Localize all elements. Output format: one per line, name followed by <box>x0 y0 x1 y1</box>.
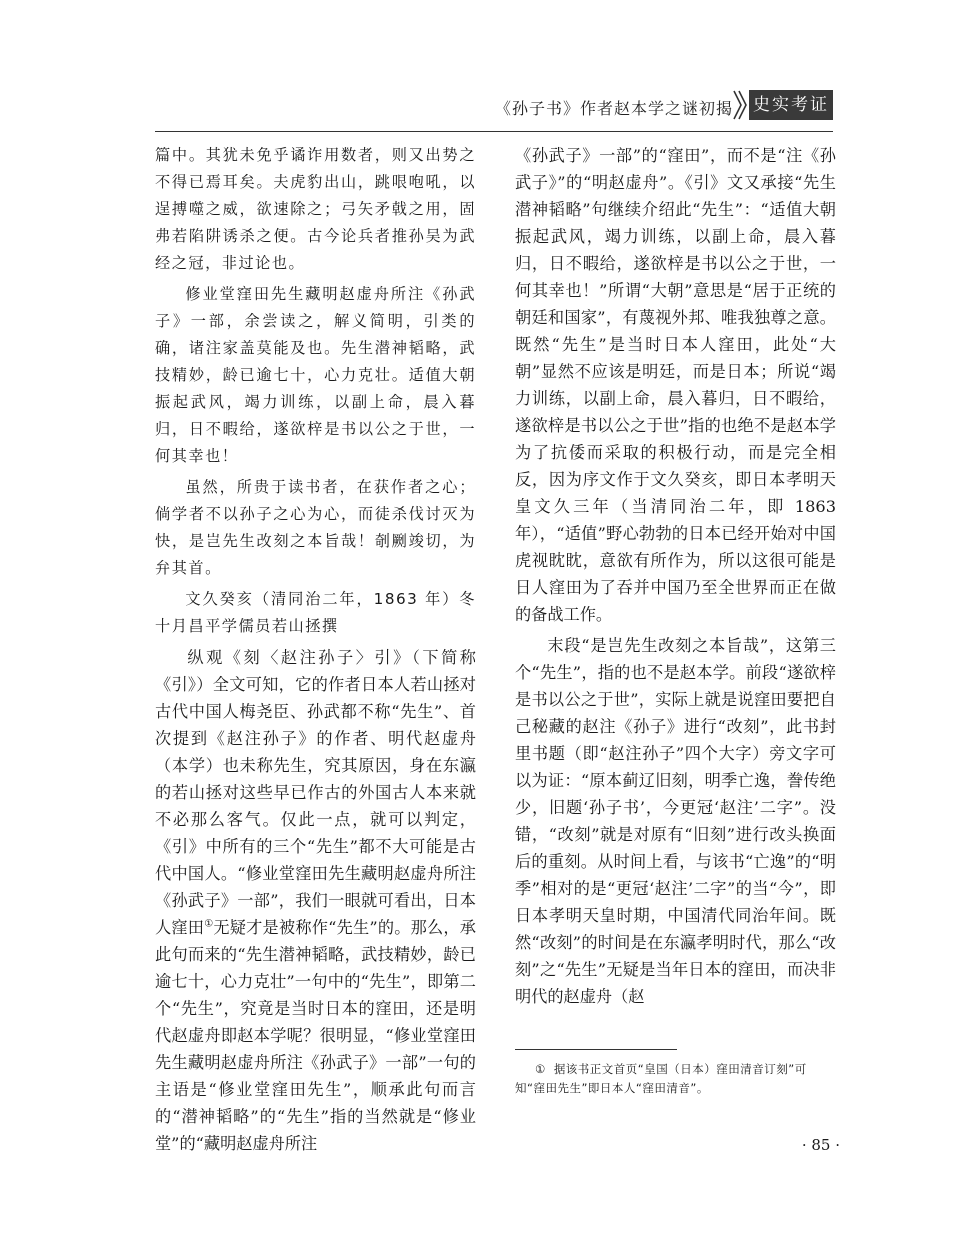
body-paragraph-last: 末段“是岂先生改刻之本旨哉”，这第三个“先生”，指的也不是赵本学。前段“遂欲梓是书以公之于世”，实际上就是说窪田要把自己秘藏的赵注《孙子》进行“改刻”，此书封里书题（即“赵注孙子”四个大字）旁文字可以为证：“原本蓟辽旧刻，明季亡逸，誊传绝少，旧题‘孙子书’，今更冠‘赵注’二字”。没错，“改刻”就是对原有“旧刻”进行改头换面后的重刻。从时间上看，与该书“亡逸”的“明季”相对的是“更冠‘赵注’二字”的当“今”，即日本孝明天皇时期，中国清代同治年间。既然“改刻”的时间是在东瀛孝明时代，那么“改刻”之“先生”无疑是当年日本的窪田，而决非明代的赵虚舟（赵 <box>515 636 836 1006</box>
left-column <box>155 142 476 1161</box>
right-column <box>515 142 836 1014</box>
running-header <box>155 86 833 132</box>
chevron-right-icon <box>733 90 747 120</box>
footnote-number: ① <box>535 1062 546 1076</box>
body-paragraph <box>155 644 476 1157</box>
footnote <box>515 1060 836 1098</box>
header-rule <box>155 131 833 132</box>
section-label: 史实考证 <box>749 90 833 120</box>
quote-paragraph-3: 虽然，所贵于读书者，在获作者之心；倘学者不以孙子之心为心，而徒杀伐讨灭为快，是岂先生改刻之本旨哉！剞劂竣切，为弁其首。 <box>155 478 476 577</box>
body-text-part-1: 纵观《刻〈赵注孙子〉引》（下简称《引》）全文可知，它的作者日本人若山拯对古代中国人梅尧臣、孙武都不称“先生”、首次提到《赵注孙子》的作者、明代赵虚舟（本学）也未称先生，究其原因，身在东瀛的若山拯对这些早已作古的外国古人本来就不必那么客气。仅此一点，就可以判定，《引》中所有的三个“先生”都不大可能是古代中国人。“修业堂窪田先生藏明赵虚舟所注《孙武子》一部”，我们一眼就可看出，日本人窪田 <box>155 648 476 937</box>
body-paragraph-continued: 《孙武子》一部”的“窪田”，而不是“注《孙武子》”的“明赵虚舟”。《引》文又承接“先生潜神韬略”句继续介绍此“先生”：“适值大朝振起武风，竭力训练，以副上命，晨入暮归，日不暇给，遂欲梓是书以公之于世，一何其幸也！”所谓“大朝”意思是“居于正统的朝廷和国家”，有蔑视外邦、唯我独尊之意。既然“先生”是当时日本人窪田，此处“大朝”显然不应该是明廷，而是日本；所说“竭力训练，以副上命，晨入暮归，日不暇给，遂欲梓是书以公之于世”指的也绝不是赵本学为了抗倭而采取的积极行动，而是完全相反，因为序文作于文久癸亥，即日本孝明天皇文久三年（当清同治二年，即 1863 年），“适值”野心勃勃的日本已经开始对中国虎视眈眈，意欲有所作为，所以这很可能是日人窪田为了吞并中国乃至全世界而正在做的备战工作。 <box>515 146 836 624</box>
body-text-part-2: 无疑才是被称作“先生”的。那么，承此句而来的“先生潜神韬略，武技精妙，龄已逾七十，心力克壮”一句中的“先生”，即第二个“先生”，究竟是当时日本的窪田，还是明代赵虚舟即赵本学呢？很明显，“修业堂窪田先生藏明赵虚舟所注《孙武子》一部”一句的主语是“修业堂窪田先生”，顺承此句而言的“潜神韬略”的“先生”指的当然就是“修业堂”的“藏明赵虚舟所注 <box>155 918 476 1153</box>
quote-signature: 文久癸亥（清同治二年，1863 年）冬十月昌平学儒员若山拯撰 <box>155 590 476 635</box>
page-number: · 85 · <box>801 1136 840 1154</box>
footnote-rule <box>515 1049 677 1050</box>
quote-paragraph-1: 篇中。其犹未免乎谲诈用数者，则又出势之不得已焉耳矣。夫虎豹出山，跳哏咆吼，以逞搏噬之威，欲速除之；弓矢矛戟之用，固弗若陷阱诱杀之便。古今论兵者推孙吴为武经之冠，非过论也。 <box>155 146 476 272</box>
header-title: 《孙子书》作者赵本学之谜初揭 <box>494 99 733 118</box>
footnote-marker[interactable]: ① <box>204 918 214 930</box>
quote-paragraph-2: 修业堂窪田先生藏明赵虚舟所注《孙武子》一部，余尝读之，解义简明，引类的确，诸注家盖莫能及也。先生潜神韬略，武技精妙，龄已逾七十，心力克壮。适值大朝振起武风，竭力训练，以副上命，晨入暮归，日不暇给，遂欲梓是书以公之于世，一何其幸也！ <box>155 285 476 465</box>
footnote-text: 据该书正文首页“皇国（日本）窪田清音订刻”可知“窪田先生”即日本人“窪田清音”。 <box>515 1062 807 1095</box>
